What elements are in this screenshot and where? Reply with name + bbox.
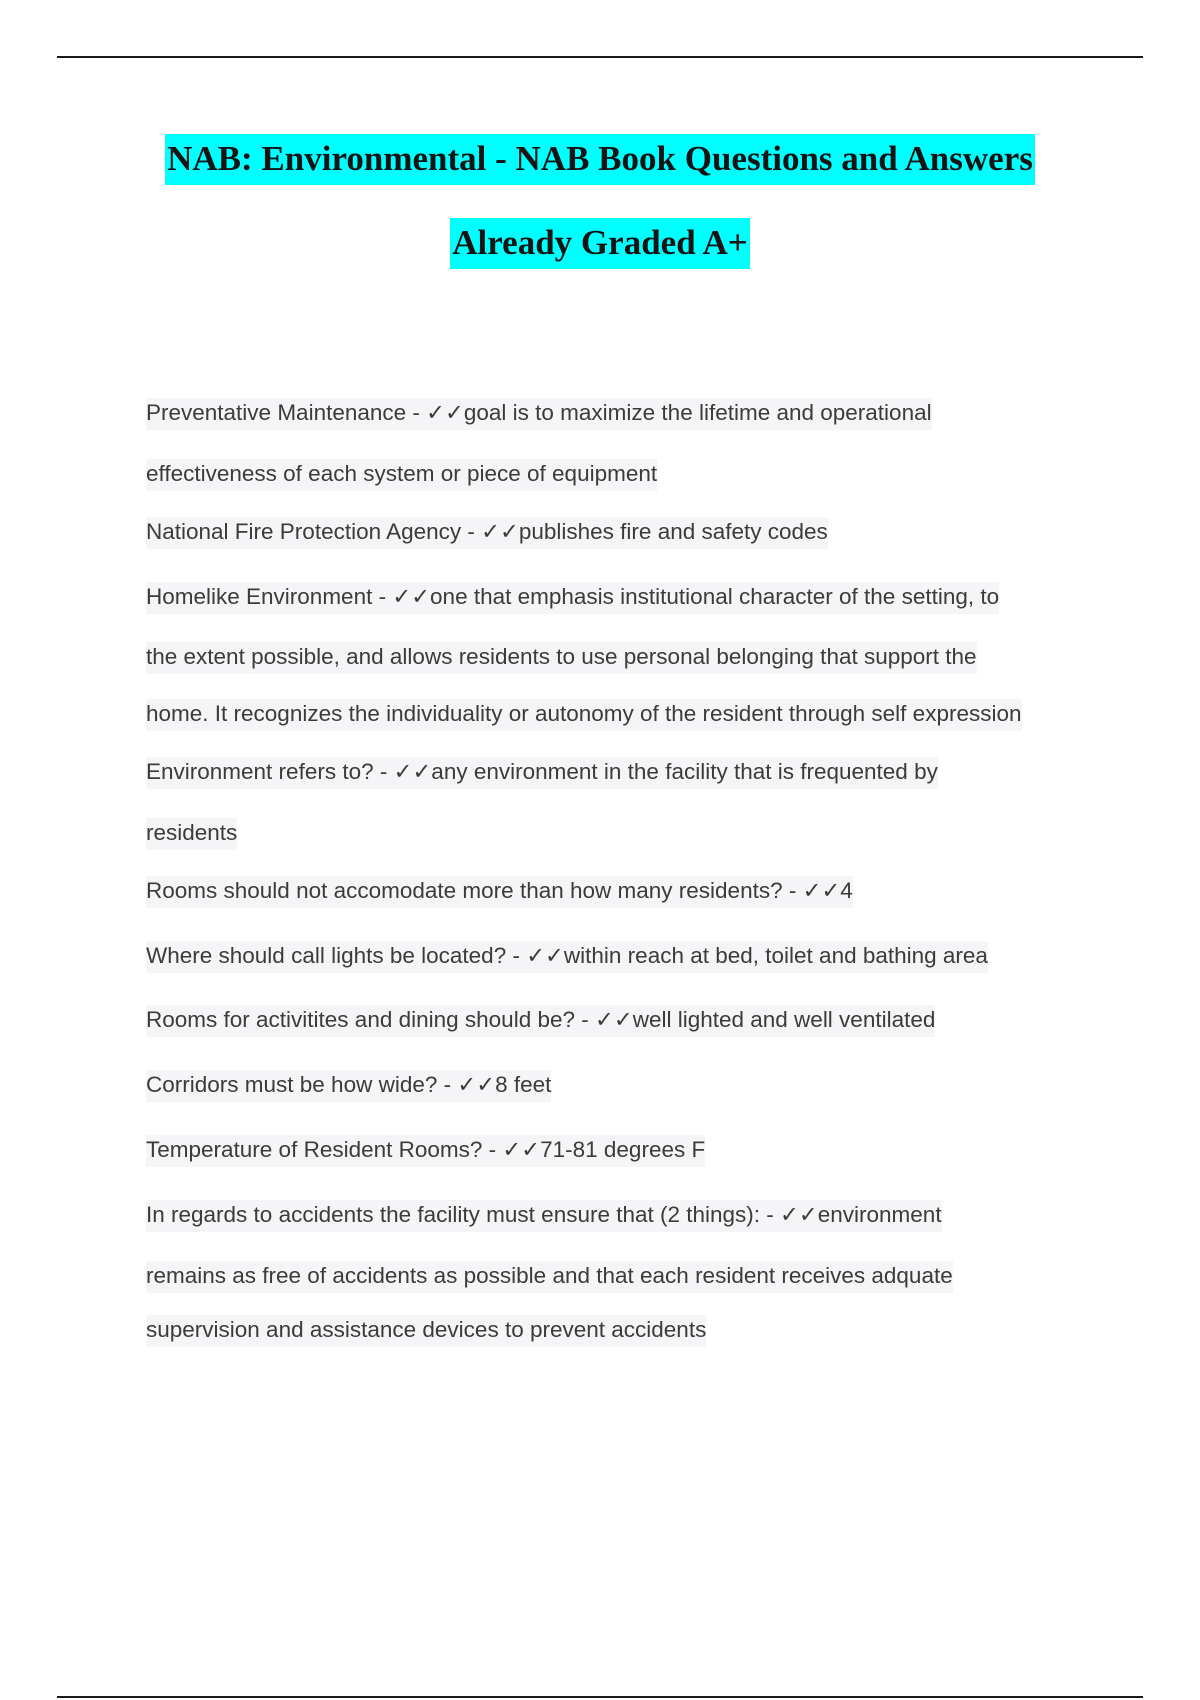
title-line-1 xyxy=(0,134,1200,218)
qa-line: Homelike Environment - ✓✓one that emphasis institutional character of the setting, to xyxy=(146,582,999,614)
qa-line: supervision and assistance devices to prevent accidents xyxy=(146,1315,706,1347)
title-text-1: NAB: Environmental - NAB Book Questions and Answers xyxy=(165,134,1035,185)
qa-line: In regards to accidents the facility must ensure that (2 things): - ✓✓environment xyxy=(146,1200,942,1232)
title-text-2: Already Graded A+ xyxy=(450,218,749,269)
qa-line: National Fire Protection Agency - ✓✓publishes fire and safety codes xyxy=(146,517,828,549)
qa-line: Temperature of Resident Rooms? - ✓✓71-81 degrees F xyxy=(146,1135,705,1167)
bottom-rule xyxy=(57,1696,1143,1698)
title-line-2 xyxy=(0,218,1200,302)
qa-line: remains as free of accidents as possible and that each resident receives adquate xyxy=(146,1261,953,1293)
qa-line: Preventative Maintenance - ✓✓goal is to maximize the lifetime and operational xyxy=(146,398,932,430)
qa-line: Where should call lights be located? - ✓✓within reach at bed, toilet and bathing area xyxy=(146,941,988,973)
qa-line: Environment refers to? - ✓✓any environment in the facility that is frequented by xyxy=(146,757,938,789)
top-rule xyxy=(57,56,1143,58)
qa-line: effectiveness of each system or piece of equipment xyxy=(146,459,657,491)
qa-line: Corridors must be how wide? - ✓✓8 feet xyxy=(146,1070,551,1102)
document-title xyxy=(0,134,1200,302)
qa-line: residents xyxy=(146,818,237,850)
qa-line: Rooms for activitites and dining should be? - ✓✓well lighted and well ventilated xyxy=(146,1005,935,1037)
qa-line: Rooms should not accomodate more than how many residents? - ✓✓4 xyxy=(146,876,853,908)
qa-line: the extent possible, and allows residents to use personal belonging that support the xyxy=(146,642,977,674)
qa-line: home. It recognizes the individuality or autonomy of the resident through self expression xyxy=(146,699,1022,731)
